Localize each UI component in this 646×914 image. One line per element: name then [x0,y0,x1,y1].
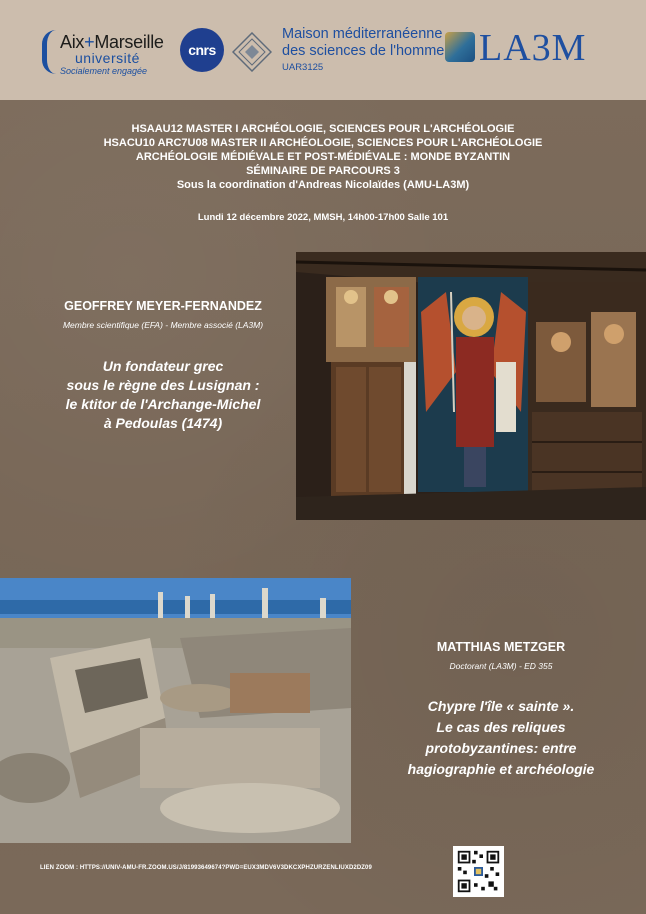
cyprus-ruins-photo [0,578,351,843]
la3m-logo [445,28,605,72]
church-fresco-photo [296,252,646,520]
mmsh-code: UAR3125 [282,62,324,73]
aix-universite: université [75,50,140,66]
speaker2-name: MATTHIAS METZGER [436,640,566,654]
title-line: SÉMINAIRE DE PARCOURS 3 [246,165,400,177]
mmsh-title: Maison méditerranéenne des sciences de l'homme [282,26,445,59]
qr-code-icon[interactable] [453,846,504,897]
title-line: HSACU10 ARC7U08 MASTER II ARCHÉOLOGIE, SCIENCES POUR L'ARCHÉOLOGIE [103,137,543,149]
speaker2-role: Doctorant (LA3M) - ED 355 [449,661,553,671]
speaker1-talk-title: Un fondateur grec sous le règne des Lusignan : le ktitor de l'Archange-Michel à Pedoulas (1474) [65,358,261,431]
title-line: ARCHÉOLOGIE MÉDIÉVALE ET POST-MÉDIÉVALE : MONDE BYZANTIN [135,151,511,163]
title-line: Sous la coordination d'Andreas Nicolaïdes (AMU-LA3M) [176,179,470,191]
mmsh-diamond-icon [232,32,272,72]
aix-marseille-logo [42,28,187,78]
aix-slogan: Socialement engagée [60,66,148,76]
speaker1-role: Membre scientifique (EFA) - Membre associé (LA3M) [62,320,264,330]
title-line: HSAAU12 MASTER I ARCHÉOLOGIE, SCIENCES POUR L'ARCHÉOLOGIE [131,123,515,135]
seminar-titles [0,122,646,192]
speaker1-name: GEOFFREY MEYER-FERNANDEZ [64,299,262,313]
speaker2-talk-title: Chypre l'île « sainte ». Le cas des reliques protobyzantines: entre hagiographie et archéologie [407,698,595,777]
la3m-text: LA3M [479,27,587,69]
aix-name: Aix+Marseille [60,32,164,52]
aix-bracket-icon [42,30,56,74]
cnrs-logo: cnrs [180,28,224,72]
zoom-link[interactable]: LIEN ZOOM : HTTPS://UNIV-AMU-FR.ZOOM.US/J/81993649674?PWD=EUX3MDV6V3DKCXPHZURZENLIUXD2DZ09 [40,865,372,871]
la3m-emblem-icon [445,32,475,62]
date-line: Lundi 12 décembre 2022, MMSH, 14h00-17h00 Salle 101 [197,212,449,223]
logo-header [0,0,646,100]
